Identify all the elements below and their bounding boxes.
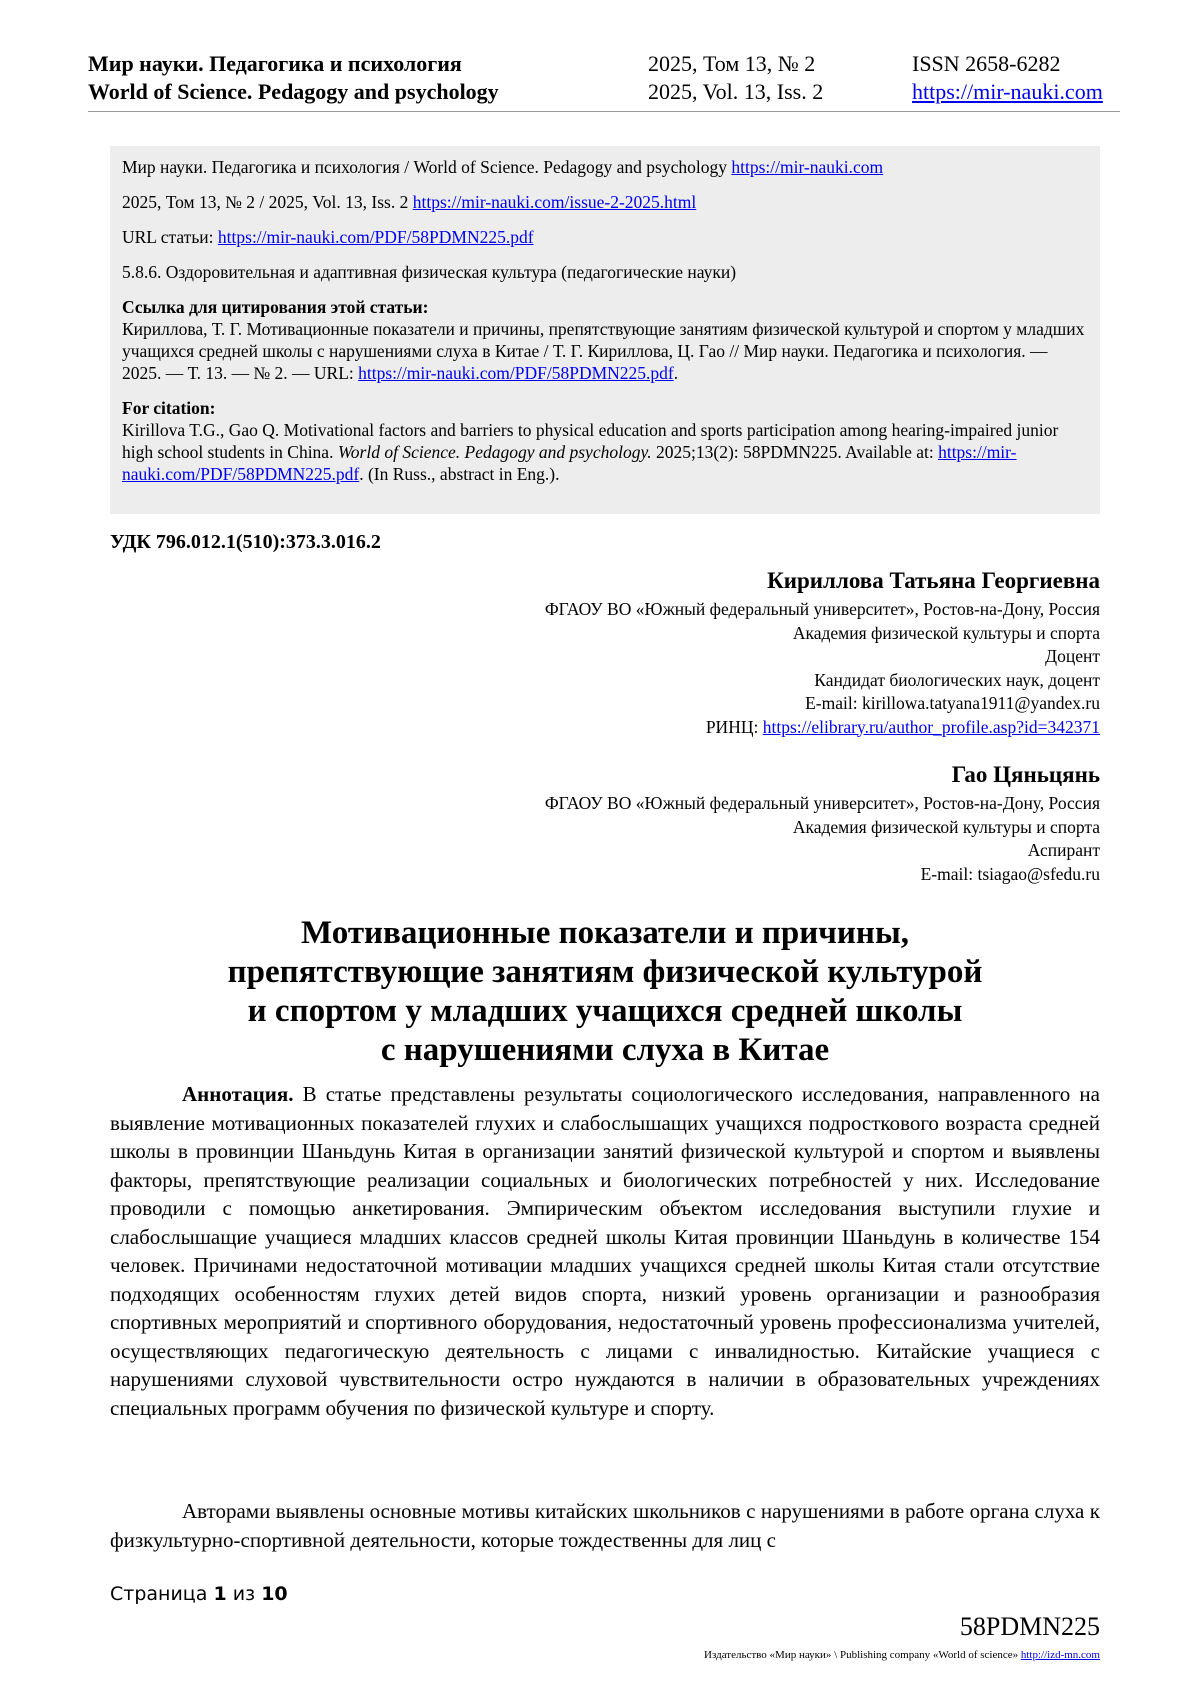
citation-ru-link[interactable]: https://mir-nauki.com/PDF/58PDMN225.pdf bbox=[358, 363, 674, 383]
citation-en-label: For citation: bbox=[122, 398, 216, 418]
citation-info-box bbox=[110, 146, 1100, 514]
running-header bbox=[88, 50, 1120, 114]
author-position: Доцент bbox=[1045, 646, 1100, 666]
body-paragraph: Авторами выявлены основные мотивы китайских школьников с нарушениями в работе органа слуха к физкультурно-спортивной деятельности, которые тождественны для лиц с bbox=[110, 1499, 1100, 1552]
issue-block bbox=[648, 50, 823, 106]
journal-link[interactable]: https://mir-nauki.com bbox=[731, 157, 884, 177]
publisher-link[interactable]: http://izd-mn.com bbox=[1020, 1649, 1100, 1661]
author-rinc: РИНЦ: https://elibrary.ru/author_profile.asp?id=342371 bbox=[705, 716, 1100, 737]
title-line: Мотивационные показатели и причины, bbox=[301, 915, 909, 951]
abstract-text: В статье представлены результаты социологического исследования, направленного на выявление мотивационных показателей глухих и слабослышащих учащихся подросткового возраста средней школы в провинции Шаньдунь Китая в организации занятий физической культурой и спортом и выявлены факторы, препятствующие реализации социальных и биологических потребностей у них. Исследование проводили с помощью анкетирования. Эмпирическим объектом исследования выступили глухие и слабослышащие учащиеся младших классов средней школы Китая провинции Шаньдунь в количестве 154 человек. Причинами недостаточной мотивации младших учащихся средней школы Китая стали отсутствие подходящих особенностям глухих детей видов спорта, низкий уровень организации и разнообразия спортивных мероприятий и спортивного оборудования, недостаточный уровень профессионализма учителей, осуществляющих педагогическую деятельность с лицами с инвалидностью. Китайские учащиеся с нарушениями слуховой чувствительности остро нуждаются в наличии в образовательных учреждениях специальных программ обучения по физической культуре и спорту. bbox=[110, 1082, 1100, 1420]
author-name: Кириллова Татьяна Георгиевна bbox=[767, 568, 1100, 593]
citation-en-link[interactable]: https://mir-nauki.com/PDF/58PDMN225.pdf bbox=[122, 442, 1017, 484]
issue-ru: 2025, Том 13, № 2 bbox=[648, 51, 816, 76]
author-department: Академия физической культуры и спорта bbox=[792, 816, 1100, 837]
citation-en: Kirillova T.G., Gao Q. Motivational factors and barriers to physical education and sports participation among hearing-impaired junior high school students in China. World of Science. Pedagogy and psychology. 2025;13(2): 58PDMN225. Available at: https://mir-nauki.com/PDF/58PDMN225.pdf. (In Russ., abstract in Eng.). bbox=[122, 420, 1059, 484]
author-degree: Кандидат биологических наук, доцент bbox=[814, 669, 1100, 690]
article-title bbox=[110, 914, 1100, 1070]
issn-block bbox=[912, 50, 1103, 106]
author-rinc-link[interactable]: https://elibrary.ru/author_profile.asp?id=342371 bbox=[762, 716, 1100, 737]
author-email: E-mail: tsiagao@sfedu.ru bbox=[920, 863, 1100, 884]
author-department: Академия физической культуры и спорта bbox=[792, 622, 1100, 643]
author-block-2 bbox=[545, 760, 1100, 886]
article-url-line: URL статьи: https://mir-nauki.com/PDF/58PDMN225.pdf bbox=[122, 227, 534, 247]
journal-title-en: World of Science. Pedagogy and psychology bbox=[88, 79, 499, 104]
journal-title-block bbox=[88, 50, 499, 106]
issn: ISSN 2658-6282 bbox=[912, 51, 1061, 76]
publisher-line: Издательство «Мир науки» \ Publishing company «World of science» http://izd-mn.com bbox=[704, 1649, 1100, 1661]
journal-site-link[interactable]: https://mir-nauki.com bbox=[912, 79, 1103, 104]
article-code: 58PDMN225 bbox=[959, 1612, 1100, 1641]
title-line: с нарушениями слуха в Китае bbox=[380, 1032, 830, 1068]
udk-code: УДК 796.012.1(510):373.3.016.2 bbox=[110, 531, 381, 553]
title-line: и спортом у младших учащихся средней школы bbox=[247, 993, 963, 1029]
citation-ru: Кириллова, Т. Г. Мотивационные показатели и причины, препятствующие занятиям физической культурой и спортом у младших учащихся средней школы с нарушениями слуха в Китае / Т. Г. Кириллова, Ц. Гао // Мир науки. Педагогика и психология. — 2025. — Т. 13. — № 2. — URL: https://mir-nauki.com/PDF/58PDMN225.pdf. bbox=[122, 319, 1085, 383]
title-line: препятствующие занятиям физической культурой bbox=[227, 954, 983, 990]
author-affiliation: ФГАОУ ВО «Южный федеральный университет», Ростов-на-Дону, Россия bbox=[544, 793, 1100, 813]
issue-en: 2025, Vol. 13, Iss. 2 bbox=[648, 79, 824, 104]
abstract-paragraph bbox=[110, 1080, 1100, 1422]
journal-line: Мир науки. Педагогика и психология / World of Science. Pedagogy and psychology https://mir-nauki.com bbox=[122, 157, 884, 177]
author-name: Гао Цяньцянь bbox=[951, 762, 1100, 787]
abstract-label: Аннотация. bbox=[182, 1082, 294, 1106]
page-number: Страница 1 из 10 bbox=[110, 1583, 288, 1605]
author-email: E-mail: kirillowa.tatyana1911@yandex.ru bbox=[805, 693, 1100, 713]
issue-line: 2025, Том 13, № 2 / 2025, Vol. 13, Iss. 2 https://mir-nauki.com/issue-2-2025.html bbox=[122, 192, 697, 212]
article-pdf-link[interactable]: https://mir-nauki.com/PDF/58PDMN225.pdf bbox=[217, 227, 534, 247]
issue-link[interactable]: https://mir-nauki.com/issue-2-2025.html bbox=[412, 192, 697, 212]
author-block-1 bbox=[545, 566, 1100, 739]
specialty-line: 5.8.6. Оздоровительная и адаптивная физическая культура (педагогические науки) bbox=[122, 262, 737, 282]
author-position: Аспирант bbox=[1027, 840, 1100, 860]
citation-ru-label: Ссылка для цитирования этой статьи: bbox=[122, 297, 429, 317]
author-affiliation: ФГАОУ ВО «Южный федеральный университет», Ростов-на-Дону, Россия bbox=[544, 599, 1100, 619]
journal-title-ru: Мир науки. Педагогика и психология bbox=[88, 51, 462, 76]
citation-en-journal: World of Science. Pedagogy and psychology. bbox=[337, 442, 652, 462]
header-divider bbox=[88, 111, 1120, 112]
